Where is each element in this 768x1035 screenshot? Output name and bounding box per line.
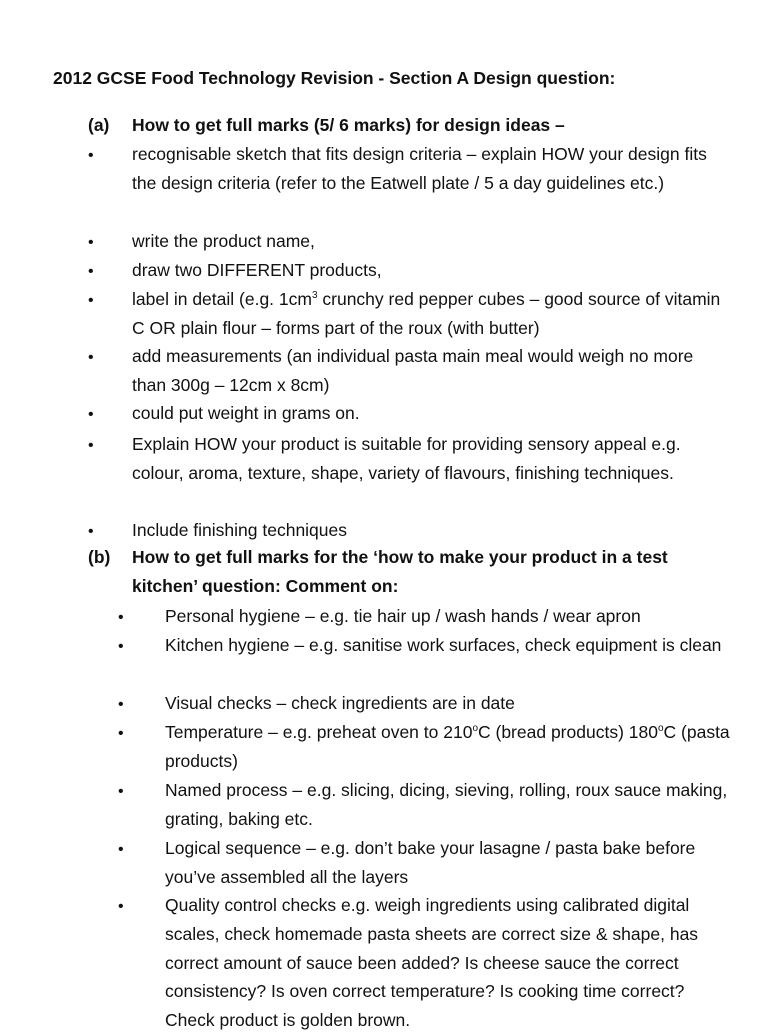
- list-item: Explain HOW your product is suitable for providing sensory appeal e.g. colour, aroma, texture, shape, variety of flavours, finishing techniques.: [132, 434, 681, 483]
- bullet-icon: •: [88, 349, 94, 366]
- bullet-icon: •: [118, 841, 124, 858]
- bullet-icon: •: [88, 437, 94, 454]
- list-item-text: Temperature – e.g. preheat oven to 210: [165, 722, 473, 742]
- list-item: [165, 718, 735, 776]
- list-item: Kitchen hygiene – e.g. sanitise work surfaces, check equipment is clean: [165, 635, 722, 655]
- list-item-text-end: C (pasta products): [165, 722, 730, 771]
- list-item: Include finishing techniques: [132, 520, 348, 540]
- bullet-icon: •: [118, 725, 124, 742]
- bullet-icon: •: [88, 147, 94, 164]
- bullet-icon: •: [118, 638, 124, 655]
- degree-superscript: o: [472, 723, 478, 734]
- section-b-heading: How to get full marks for the ‘how to make your product in a test kitchen’ question: Comment on:: [132, 547, 668, 596]
- list-item: Named process – e.g. slicing, dicing, sieving, rolling, roux sauce making, grating, baking etc.: [165, 780, 728, 829]
- bullet-icon: •: [88, 406, 94, 423]
- bullet-icon: •: [118, 898, 124, 915]
- bullet-icon: •: [118, 696, 124, 713]
- bullet-icon: •: [88, 523, 94, 540]
- bullet-icon: •: [88, 292, 94, 309]
- list-item: [132, 285, 732, 343]
- list-item: write the product name,: [132, 231, 315, 251]
- list-item: add measurements (an individual pasta main meal would weigh no more than 300g – 12cm x 8cm): [132, 346, 694, 395]
- list-item: draw two DIFFERENT products,: [132, 260, 382, 280]
- bullet-icon: •: [118, 783, 124, 800]
- list-item: Quality control checks e.g. weigh ingredients using calibrated digital scales, check homemade pasta sheets are correct size & shape, has correct amount of sauce been added? Is cheese sauce the correct consistency? Is oven correct temperature? Is cooking time correct? Check product is golden brown.: [165, 895, 699, 1031]
- list-item: Personal hygiene – e.g. tie hair up / wash hands / wear apron: [165, 606, 641, 626]
- superscript: 3: [311, 290, 318, 301]
- document-title: 2012 GCSE Food Technology Revision - Section A Design question:: [53, 68, 616, 88]
- bullet-icon: •: [88, 234, 94, 251]
- section-a-heading: How to get full marks (5/ 6 marks) for design ideas –: [132, 115, 565, 135]
- list-item-text-cont: C (bread products) 180: [478, 722, 658, 742]
- bullet-icon: •: [88, 263, 94, 280]
- list-item: Visual checks – check ingredients are in date: [165, 693, 515, 713]
- degree-superscript: o: [657, 723, 664, 734]
- list-item-text-cont: crunchy red pepper cubes – good source of vitamin C OR plain flour – forms part of the roux (with butter): [132, 289, 721, 338]
- list-item: recognisable sketch that fits design criteria – explain HOW your design fits the design criteria (refer to the Eatwell plate / 5 a day guidelines etc.): [132, 144, 707, 193]
- list-item: could put weight in grams on.: [132, 403, 360, 423]
- section-a-label: (a): [88, 115, 110, 135]
- section-b-label: (b): [88, 547, 111, 567]
- list-item-text: label in detail (e.g. 1cm: [132, 289, 312, 309]
- list-item: Logical sequence – e.g. don’t bake your lasagne / pasta bake before you’ve assembled all the layers: [165, 838, 696, 887]
- bullet-icon: •: [118, 609, 124, 626]
